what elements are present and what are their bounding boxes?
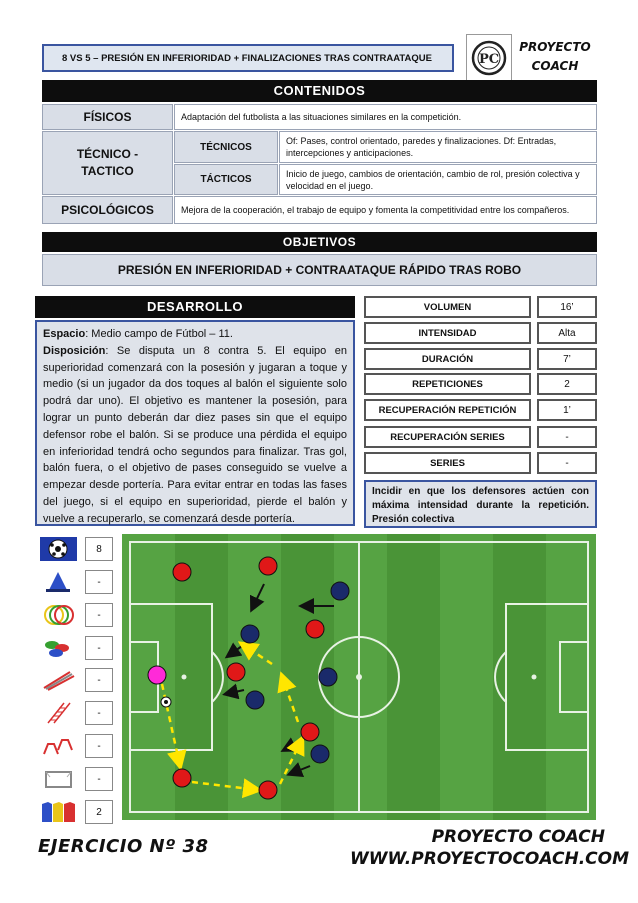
- disposicion-text: : Se disputa un 8 contra 5. El equipo en superioridad comenzará con la posesión y jugaran a toque y medio (si un jugador da dos toques al balón el siguiente solo podrá dar uno). El objetivo es mantener la posesión, para lograr un punto deberán dar diez pases sin que el equipo defensor robe el balón. Si se produce una pérdida el equipo en inferioridad tendrá ocho segundos para finalizar. Tras gol, balón fuera, o el objetivo de pases conseguido se vuelve a empezar desde portería. Para evitar entrar en todas las fases del juego, si el equipo en superioridad, pierde el balón y vuelve a recuperarlo, se comenzará desde portería.: [43, 344, 347, 525]
- metric-value: Alta: [537, 322, 597, 344]
- metric-value: -: [537, 426, 597, 448]
- ball-icon: [40, 537, 77, 561]
- footer-brand-name: PROYECTO COACH: [431, 827, 605, 847]
- metric-value: 7’: [537, 348, 597, 370]
- attacker-player: [259, 781, 277, 799]
- tecnicos-label: TÉCNICOS: [174, 131, 278, 163]
- poles-icon: [40, 668, 77, 692]
- footer-url: WWW.PROYECTOCOACH.COM: [350, 849, 630, 869]
- defender-player: [319, 668, 337, 686]
- metric-label: INTENSIDAD: [364, 322, 531, 344]
- material-count: 2: [85, 800, 113, 824]
- exercise-title: 8 VS 5 – PRESIÓN EN INFERIORIDAD + FINALIZACIONES TRAS CONTRAATAQUE: [42, 44, 454, 72]
- tacticos-text: Inicio de juego, cambios de orientación, cambio de rol, presión colectiva y velocidad en el juego.: [279, 164, 597, 195]
- disposicion-label: Disposición: [43, 344, 106, 357]
- defender-player: [246, 691, 264, 709]
- contenidos-heading: CONTENIDOS: [42, 80, 597, 102]
- hoops-icon: [40, 603, 77, 627]
- material-count: -: [85, 767, 113, 791]
- metric-label: RECUPERACIÓN REPETICIÓN: [364, 399, 531, 421]
- tecnicos-text: Of: Pases, control orientado, paredes y finalizaciones. Df: Entradas, intercepciones y anticipaciones.: [279, 131, 597, 163]
- metric-label: RECUPERACIÓN SERIES: [364, 426, 531, 448]
- tacticos-label: TÁCTICOS: [174, 164, 278, 195]
- logo-text: PC: [478, 52, 500, 67]
- objetivos-heading: OBJETIVOS: [42, 232, 597, 252]
- material-count: -: [85, 570, 113, 594]
- psicologicos-label: PSICOLÓGICOS: [42, 196, 173, 224]
- logo: [466, 34, 512, 82]
- material-count: -: [85, 668, 113, 692]
- hurdles-icon: [40, 734, 77, 758]
- exercise-number: EJERCICIO Nº 38: [38, 836, 209, 857]
- brand-line-1: PROYECTO: [519, 40, 591, 54]
- fisicos-text: Adaptación del futbolista a las situaciones similares en la competición.: [174, 104, 597, 130]
- espacio-label: Espacio: [43, 328, 86, 340]
- metric-value: 16’: [537, 296, 597, 318]
- material-count: -: [85, 701, 113, 725]
- coaching-note: Incidir en que los defensores actúen con máxima intensidad durante la repetición. Presión colectiva: [364, 480, 597, 528]
- brand-name: [515, 38, 595, 76]
- ball: [161, 697, 171, 707]
- cone-icon: [40, 570, 77, 594]
- metric-label: DURACIÓN: [364, 348, 531, 370]
- metric-value: 1’: [537, 399, 597, 421]
- metric-label: SERIES: [364, 452, 531, 474]
- defender-player: [331, 582, 349, 600]
- material-count: -: [85, 636, 113, 660]
- bibs-icon: [40, 800, 77, 824]
- attacker-player: [173, 563, 191, 581]
- goalkeeper-player: [148, 666, 166, 684]
- markers-icon: [40, 636, 77, 660]
- logo-emblem-icon: [471, 40, 507, 76]
- material-count: -: [85, 734, 113, 758]
- footer-brand: [350, 826, 630, 870]
- objetivos-text: PRESIÓN EN INFERIORIDAD + CONTRAATAQUE RÁPIDO TRAS ROBO: [42, 254, 597, 286]
- ladder-icon: [40, 701, 77, 725]
- defender-player: [311, 745, 329, 763]
- defender-player: [241, 625, 259, 643]
- attacker-player: [306, 620, 324, 638]
- material-count: 8: [85, 537, 113, 561]
- attacker-player: [173, 769, 191, 787]
- brand-line-2: COACH: [531, 59, 579, 73]
- metric-value: -: [537, 452, 597, 474]
- metric-label: REPETICIONES: [364, 373, 531, 395]
- pitch-diagram: [122, 534, 596, 820]
- metric-value: 2: [537, 373, 597, 395]
- attacker-player: [227, 663, 245, 681]
- pitch-svg: [122, 534, 596, 820]
- material-count: -: [85, 603, 113, 627]
- psicologicos-text: Mejora de la cooperación, el trabajo de equipo y fomenta la competitividad entre los compañeros.: [174, 196, 597, 224]
- fisicos-label: FÍSICOS: [42, 104, 173, 130]
- espacio-text: : Medio campo de Fútbol – 11.: [85, 328, 233, 340]
- attacker-player: [301, 723, 319, 741]
- metric-label: VOLUMEN: [364, 296, 531, 318]
- tecnico-tactico-label: TÉCNICO - TACTICO: [42, 131, 173, 195]
- attacker-player: [259, 557, 277, 575]
- desarrollo-heading: DESARROLLO: [35, 296, 355, 318]
- mini-goal-icon: [40, 767, 77, 791]
- desarrollo-text: [35, 320, 355, 526]
